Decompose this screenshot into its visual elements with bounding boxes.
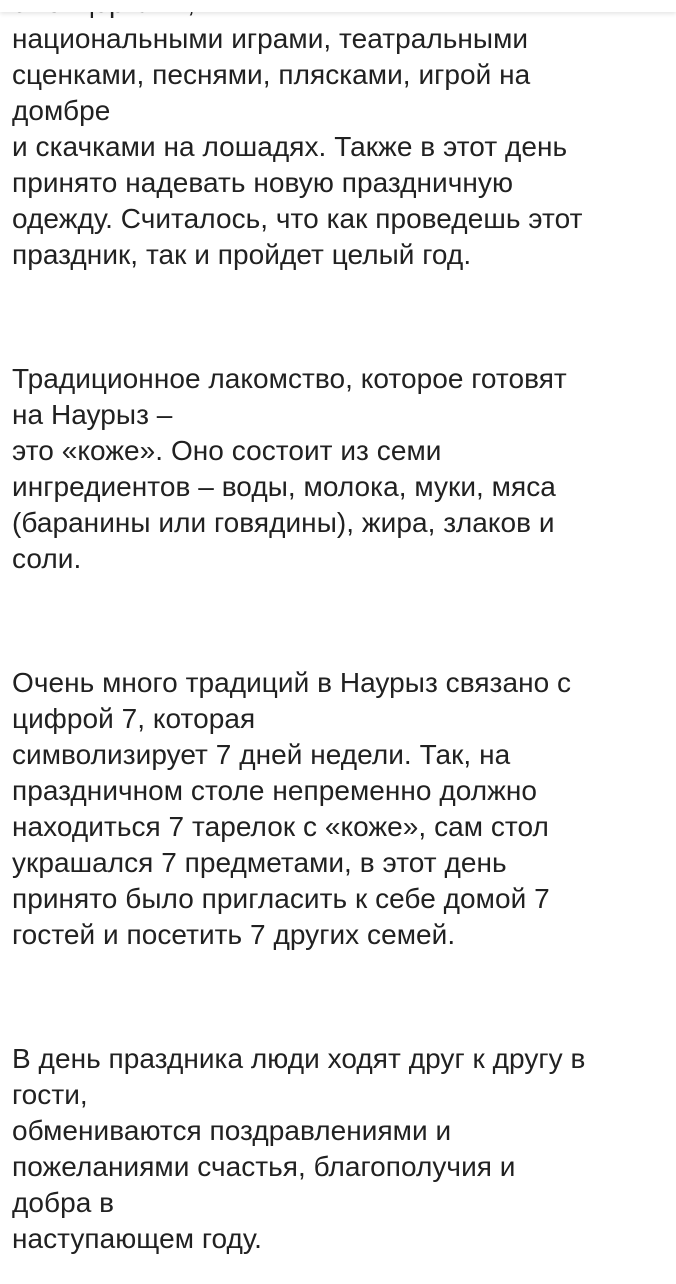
text-line: Традиционное лакомство, которое готовят: [12, 363, 567, 394]
text-line: добра в: [12, 1187, 115, 1218]
text-line: сценками, песнями, плясками, игрой на: [12, 59, 531, 90]
text-line: это «коже». Оно состоит из семи: [12, 435, 442, 466]
text-line: принято было пригласить к себе домой 7: [12, 883, 550, 914]
text-line: принято надевать новую праздничную: [12, 167, 513, 198]
text-line: национальными играми, театральными: [12, 23, 529, 54]
article-text: [12, 0, 672, 1257]
paragraph-number-seven: [12, 665, 672, 953]
paragraph-celebration: [12, 0, 672, 273]
text-line: В день праздника люди ходят друг к другу в: [12, 1043, 586, 1074]
paragraph-visits: [12, 1041, 672, 1257]
text-line: соли.: [12, 543, 82, 574]
text-line: гостей и посетить 7 других семей.: [12, 919, 456, 950]
text-line: (баранины или говядины), жира, злаков и: [12, 507, 555, 538]
text-line: одежду. Считалось, что как проведешь этот: [12, 203, 583, 234]
text-line: на Наурыз –: [12, 399, 173, 430]
text-line: и скачками на лошадях. Также в этот день: [12, 131, 568, 162]
paragraph-koje: [12, 361, 672, 577]
text-line: наступающем году.: [12, 1223, 262, 1254]
text-line: обмениваются поздравлениями и: [12, 1115, 452, 1146]
top-bar: [0, 0, 676, 12]
text-line: украшался 7 предметами, в этот день: [12, 847, 507, 878]
text-line: ингредиентов – воды, молока, муки, мяса: [12, 471, 556, 502]
text-line: символизирует 7 дней недели. Так, на: [12, 739, 511, 770]
text-line: цифрой 7, которая: [12, 703, 256, 734]
text-line: пожеланиями счастья, благополучия и: [12, 1151, 516, 1182]
text-line: находиться 7 тарелок с «коже», сам стол: [12, 811, 549, 842]
text-line: гости,: [12, 1079, 88, 1110]
text-line: праздничном столе непременно должно: [12, 775, 538, 806]
text-line: праздник, так и пройдет целый год.: [12, 239, 472, 270]
text-line: Очень много традиций в Наурыз связано с: [12, 667, 572, 698]
text-line: домбре: [12, 95, 111, 126]
